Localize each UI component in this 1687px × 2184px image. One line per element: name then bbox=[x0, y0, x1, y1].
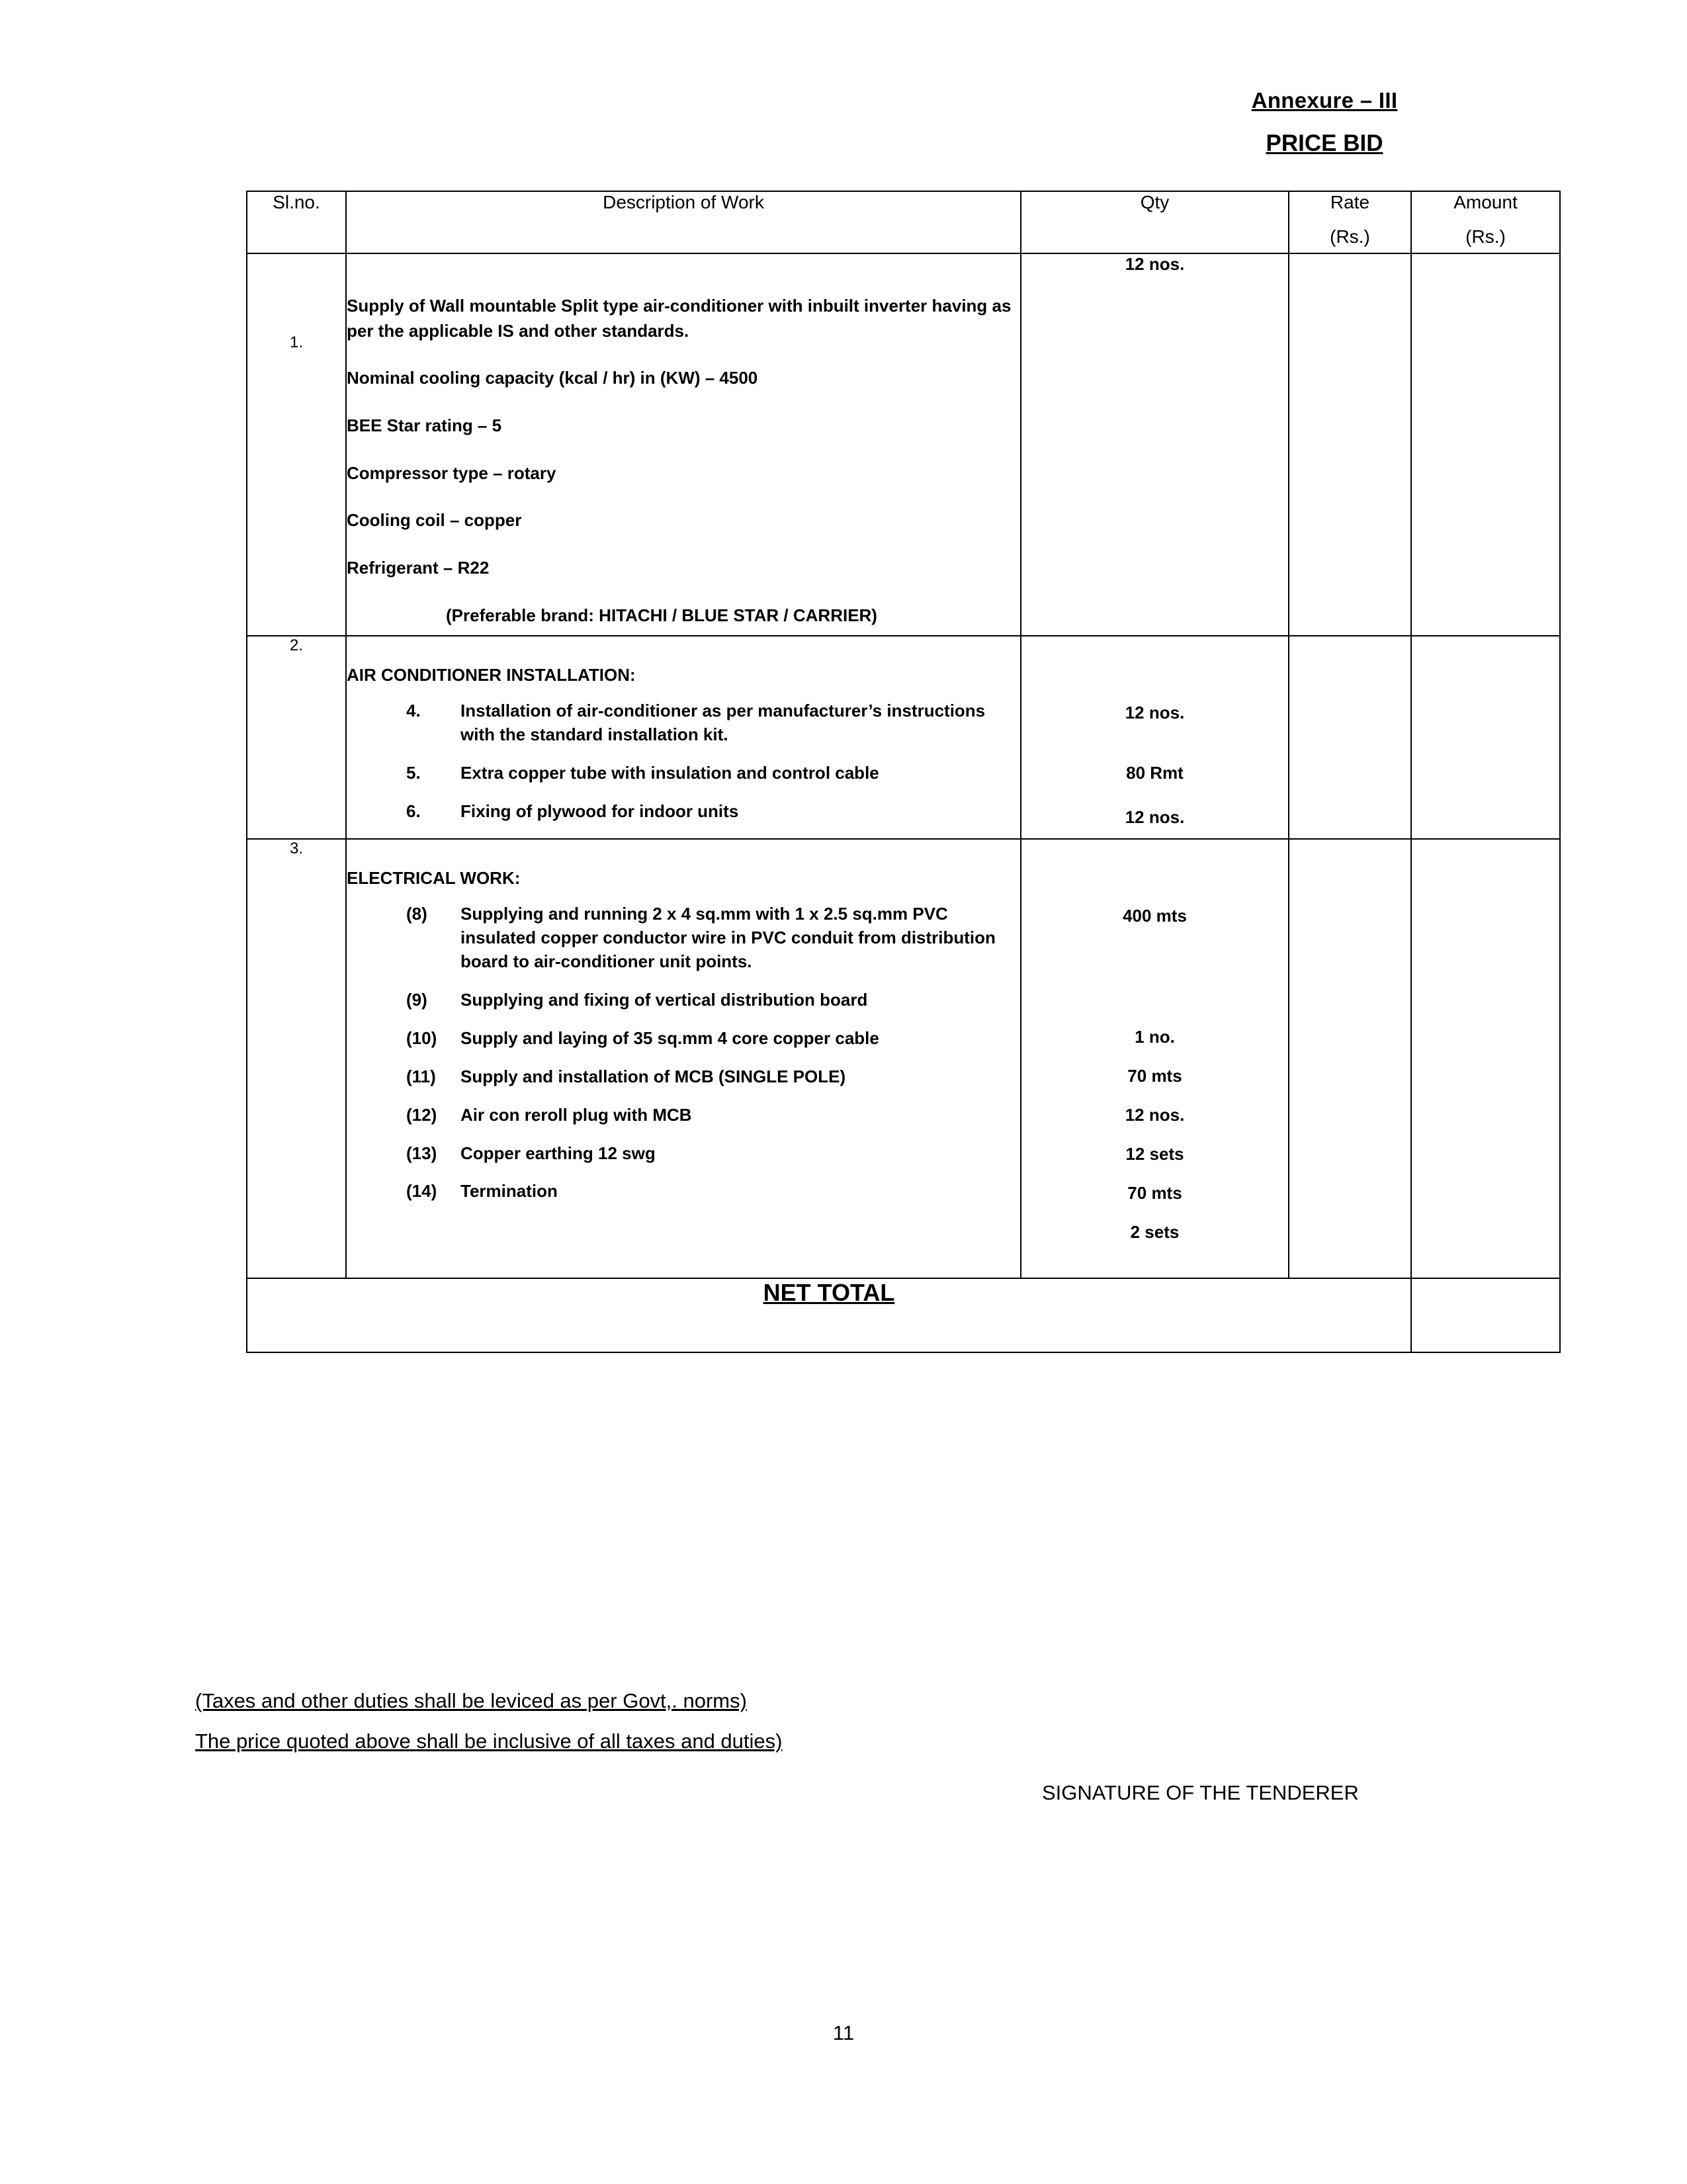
list-item-number: (9) bbox=[406, 990, 427, 1010]
list-item-text: Fixing of plywood for indoor units bbox=[460, 801, 739, 821]
list-item-text: Termination bbox=[460, 1181, 558, 1201]
column-header-rate-label: Rate bbox=[1330, 192, 1370, 212]
list-item-number: 5. bbox=[406, 762, 421, 783]
description-paragraph: Nominal cooling capacity (kcal / hr) in (KW) – 4500 bbox=[347, 368, 758, 388]
document-header bbox=[1119, 86, 1530, 159]
description-paragraph: BEE Star rating – 5 bbox=[347, 415, 502, 436]
qty-value: 12 nos. bbox=[1125, 807, 1185, 827]
list-item-text: Extra copper tube with insulation and control cable bbox=[460, 762, 879, 783]
qty-value: 2 sets bbox=[1130, 1221, 1180, 1242]
list-item-number: 4. bbox=[406, 701, 421, 721]
qty-value: 12 nos. bbox=[1125, 1104, 1185, 1125]
list-item-number: (14) bbox=[406, 1181, 437, 1201]
table-row bbox=[247, 253, 1560, 636]
column-header-slno: Sl.no. bbox=[247, 191, 346, 253]
row-slno: 3. bbox=[247, 839, 346, 1279]
list-item-number: (12) bbox=[406, 1104, 437, 1125]
net-total-label: NET TOTAL bbox=[247, 1278, 1411, 1352]
row-qty bbox=[1021, 253, 1289, 636]
list-item bbox=[406, 1027, 1020, 1051]
list-item-text: Supply and installation of MCB (SINGLE POLE) bbox=[460, 1066, 846, 1086]
row-rate[interactable] bbox=[1289, 839, 1411, 1279]
qty-value: 70 mts bbox=[1127, 1182, 1182, 1203]
table-row bbox=[247, 636, 1560, 839]
list-item bbox=[406, 1180, 1020, 1203]
row-amount[interactable] bbox=[1411, 253, 1560, 636]
column-header-description: Description of Work bbox=[346, 191, 1021, 253]
list-item-number: (8) bbox=[406, 904, 427, 924]
note-inclusive: The price quoted above shall be inclusive of all taxes and duties) bbox=[195, 1729, 783, 1753]
page-number: 11 bbox=[832, 2021, 855, 2044]
qty-value: 70 mts bbox=[1127, 1065, 1182, 1086]
list-item bbox=[406, 1065, 1020, 1089]
row-description bbox=[346, 839, 1021, 1279]
description-paragraph: Refrigerant – R22 bbox=[347, 558, 490, 578]
price-bid-table bbox=[246, 191, 1561, 1353]
list-item bbox=[406, 1104, 1020, 1127]
list-item bbox=[406, 699, 1020, 747]
list-item bbox=[406, 988, 1020, 1012]
list-item-text: Supply and laying of 35 sq.mm 4 core copper cable bbox=[460, 1027, 879, 1048]
net-total-row bbox=[247, 1278, 1560, 1352]
column-header-qty: Qty bbox=[1021, 191, 1289, 253]
description-paragraph: Cooling coil – copper bbox=[347, 510, 522, 531]
annexure-title: Annexure – III bbox=[1251, 88, 1398, 112]
row-amount[interactable] bbox=[1411, 636, 1560, 839]
row-slno: 2. bbox=[247, 636, 346, 839]
list-item bbox=[406, 1142, 1020, 1166]
description-preferable-brand: (Preferable brand: HITACHI / BLUE STAR / CARRIER) bbox=[446, 605, 877, 625]
column-header-amount bbox=[1411, 191, 1560, 253]
list-item-text: Copper earthing 12 swg bbox=[460, 1143, 656, 1163]
description-item-list bbox=[347, 699, 1020, 824]
column-header-amount-label: Amount bbox=[1453, 192, 1518, 212]
list-item-number: 6. bbox=[406, 801, 421, 821]
row-description bbox=[346, 253, 1021, 636]
list-item bbox=[406, 762, 1020, 785]
notes-block bbox=[195, 1684, 782, 1765]
row-description bbox=[346, 636, 1021, 839]
note-taxes: (Taxes and other duties shall be leviced as per Govt,. norms) bbox=[195, 1689, 747, 1712]
description-paragraph: Supply of Wall mountable Split type air-conditioner with inbuilt inverter having as per the applicable IS and other standards. bbox=[347, 296, 1012, 341]
qty-value: 12 nos. bbox=[1125, 702, 1185, 722]
table-row bbox=[247, 839, 1560, 1279]
column-header-rate bbox=[1289, 191, 1411, 253]
row-qty bbox=[1021, 839, 1289, 1279]
column-header-rate-unit: (Rs.) bbox=[1330, 226, 1370, 247]
list-item-text: Air con reroll plug with MCB bbox=[460, 1104, 692, 1125]
description-item-list bbox=[347, 902, 1020, 1203]
qty-value: 1 no. bbox=[1135, 1026, 1175, 1047]
row-rate[interactable] bbox=[1289, 636, 1411, 839]
qty-value: 400 mts bbox=[1123, 905, 1187, 926]
row-rate[interactable] bbox=[1289, 253, 1411, 636]
list-item bbox=[406, 800, 1020, 824]
list-item-text: Supplying and fixing of vertical distribution board bbox=[460, 990, 868, 1010]
list-item bbox=[406, 902, 1020, 974]
row-slno: 1. bbox=[247, 253, 346, 636]
signature-label: SIGNATURE OF THE TENDERER bbox=[1042, 1781, 1359, 1804]
column-header-amount-unit: (Rs.) bbox=[1465, 226, 1506, 247]
page-title: PRICE BID bbox=[1266, 130, 1383, 156]
row-qty bbox=[1021, 636, 1289, 839]
list-item-number: (10) bbox=[406, 1027, 437, 1048]
net-total-value[interactable] bbox=[1411, 1278, 1560, 1352]
list-item-number: (11) bbox=[406, 1066, 436, 1086]
list-item-text: Supplying and running 2 x 4 sq.mm with 1 x 2.5 sq.mm PVC insulated copper conductor wire in PVC conduit from distribution board to air-conditioner unit points. bbox=[460, 904, 996, 972]
qty-value: 12 nos. bbox=[1125, 254, 1185, 274]
description-section-title: ELECTRICAL WORK: bbox=[347, 867, 521, 888]
table-header-row bbox=[247, 191, 1560, 253]
description-paragraph: Compressor type – rotary bbox=[347, 462, 556, 483]
list-item-text: Installation of air-conditioner as per manufacturer’s instructions with the standard installation kit. bbox=[460, 701, 986, 745]
description-section-title: AIR CONDITIONER INSTALLATION: bbox=[347, 664, 636, 685]
row-amount[interactable] bbox=[1411, 839, 1560, 1279]
qty-value: 12 sets bbox=[1125, 1143, 1184, 1164]
list-item-number: (13) bbox=[406, 1143, 437, 1163]
qty-value: 80 Rmt bbox=[1126, 762, 1184, 783]
